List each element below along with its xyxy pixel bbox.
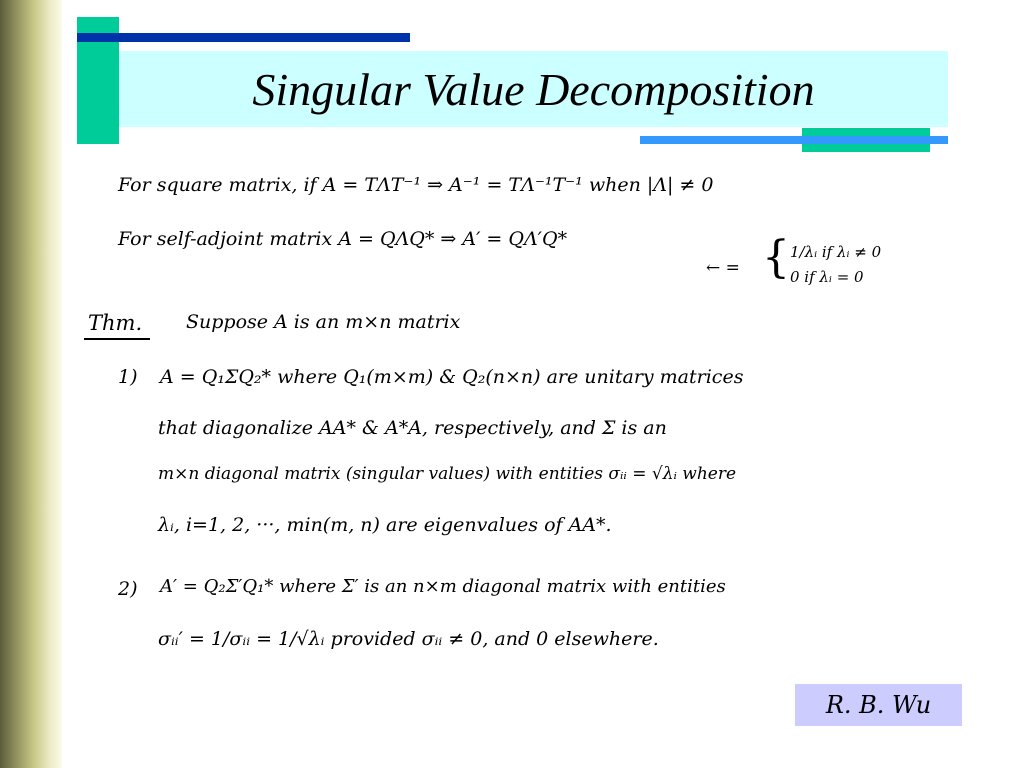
part2-line1: A′ = Q₂Σ′Q₁* where Σ′ is an n×m diagonal matrix with entities — [160, 576, 726, 597]
note-case-zero: 0 if λᵢ = 0 — [790, 268, 864, 286]
slide-title: Singular Value Decomposition — [252, 63, 815, 115]
note-case-nonzero: 1/λᵢ if λᵢ ≠ 0 — [790, 243, 882, 261]
author-credit: R. B. Wu — [795, 684, 962, 726]
theorem-label: Thm. — [88, 311, 143, 335]
note-line-self-adjoint: For self-adjoint matrix A = QΛQ* ⇒ A′ = QΛ′Q* — [118, 228, 568, 250]
theorem-statement: Suppose A is an m×n matrix — [186, 311, 461, 333]
title-band — [119, 51, 948, 127]
part1-line3: m×n diagonal matrix (singular values) with entities σᵢᵢ = √λᵢ where — [158, 464, 737, 484]
part2-number: 2) — [118, 578, 138, 600]
note-lambda-prime-eq: ← = — [706, 258, 740, 278]
decor-blue-line-right — [640, 136, 948, 144]
note-line-square-matrix: For square matrix, if A = TΛT⁻¹ ⇒ A⁻¹ = TΛ⁻¹T⁻¹ when |Λ| ≠ 0 — [118, 174, 714, 196]
part1-line4: λᵢ, i=1, 2, ···, min(m, n) are eigenvalues of AA*. — [158, 514, 612, 536]
theorem-label-underline — [84, 338, 150, 340]
side-gradient-bar — [0, 0, 62, 768]
note-case-brace: { — [762, 232, 790, 283]
part1-number: 1) — [118, 366, 138, 388]
part2-line2: σᵢᵢ′ = 1/σᵢᵢ = 1/√λᵢ provided σᵢᵢ ≠ 0, and 0 elsewhere. — [158, 628, 659, 650]
part1-line2: that diagonalize AA* & A*A, respectively, and Σ is an — [158, 417, 667, 439]
decor-blue-line-top — [77, 33, 410, 42]
part1-line1: A = Q₁ΣQ₂* where Q₁(m×m) & Q₂(n×n) are unitary matrices — [160, 366, 744, 388]
